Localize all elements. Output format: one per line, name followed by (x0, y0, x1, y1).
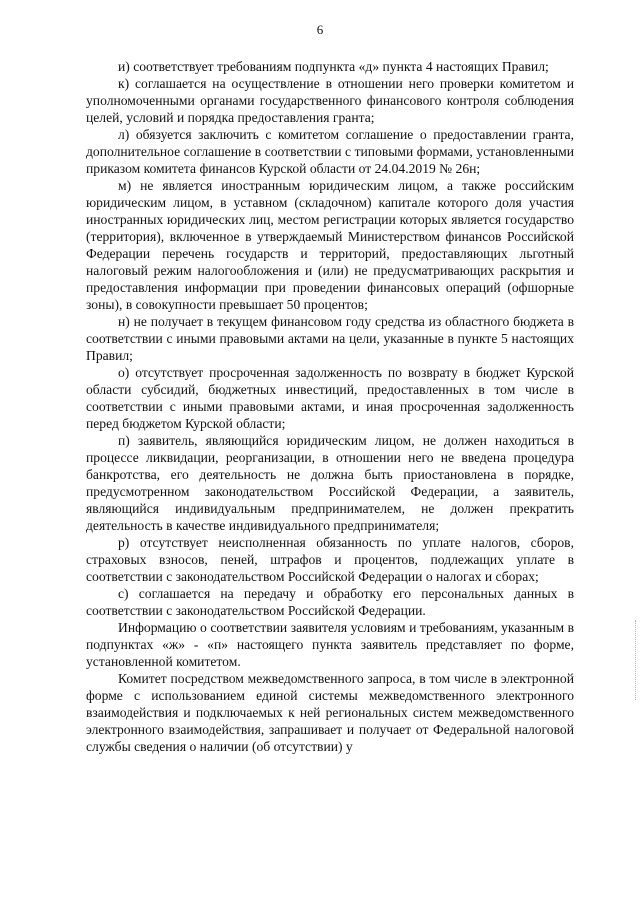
scan-edge-mark (634, 620, 636, 700)
paragraph-k: к) соглашается на осуществление в отношении него проверки комитетом и уполномоченными органами государственного финансового контроля соблюдения целей, условий и порядка предоставления гранта; (86, 76, 574, 125)
paragraph-interagency-request: Комитет посредством межведомственного запроса, в том числе в электронной форме с использованием единой системы межведомственного электронного взаимодействия и подключаемых к ней региональных систем межведомственного электронного взаимодействия, запрашивает и получает от Федеральной налоговой службы сведения о наличии (об отсутствии) у (86, 671, 574, 754)
page-number: 6 (316, 22, 324, 37)
paragraph-n: н) не получает в текущем финансовом году средства из областного бюджета в соответствии с иными правовыми актами на цели, указанные в пункте 5 настоящих Правил; (86, 314, 574, 363)
paragraph-p: п) заявитель, являющийся юридическим лицом, не должен находиться в процессе ликвидации, реорганизации, в отношении него не введена процедура банкротства, его деятельность не должна быть приостановлена в порядке, предусмотренном законодательством Российской Федерации, а заявитель, являющийся индивидуальным предпринимателем, не должен прекратить деятельность в качестве индивидуального предпринимателя; (86, 433, 574, 533)
paragraph-l: л) обязуется заключить с комитетом соглашение о предоставлении гранта, дополнительное соглашение в соответствии с типовыми формами, установленными приказом комитета финансов Курской области от 24.04.2019 № 26н; (86, 127, 574, 176)
paragraph-s: с) соглашается на передачу и обработку его персональных данных в соответствии с законодательством Российской Федерации. (86, 586, 574, 618)
paragraph-m: м) не является иностранным юридическим лицом, а также российским юридическим лицом, в уставном (складочном) капитале которого доля участия иностранных юридических лиц, местом регистрации которых является государство (территория), включенное в утверждаемый Министерством финансов Российской Федерации перечень государств и территорий, предоставляющих льготный налоговый режим налогообложения и (или) не предусматривающих раскрытия и предоставления информации при проведении финансовых операций (офшорные зоны), в совокупности превышает 50 процентов; (86, 178, 574, 312)
paragraph-o: о) отсутствует просроченная задолженность по возврату в бюджет Курской области субсидий, бюджетных инвестиций, предоставленных в том числе в соответствии с иными правовыми актами, и иная просроченная задолженность перед бюджетом Курской области; (86, 365, 574, 431)
paragraph-info-submission: Информацию о соответствии заявителя условиям и требованиям, указанным в подпунктах «ж» - «п» настоящего пункта заявитель представляет по форме, установленной комитетом. (86, 620, 574, 669)
document-body (86, 58, 574, 755)
paragraph-r: р) отсутствует неисполненная обязанность по уплате налогов, сборов, страховых взносов, пеней, штрафов и процентов, подлежащих уплате в соответствии с законодательством Российской Федерации о налогах и сборах; (86, 535, 574, 584)
paragraph-i: и) соответствует требованиям подпункта «д» пункта 4 настоящих Правил; (118, 59, 549, 74)
